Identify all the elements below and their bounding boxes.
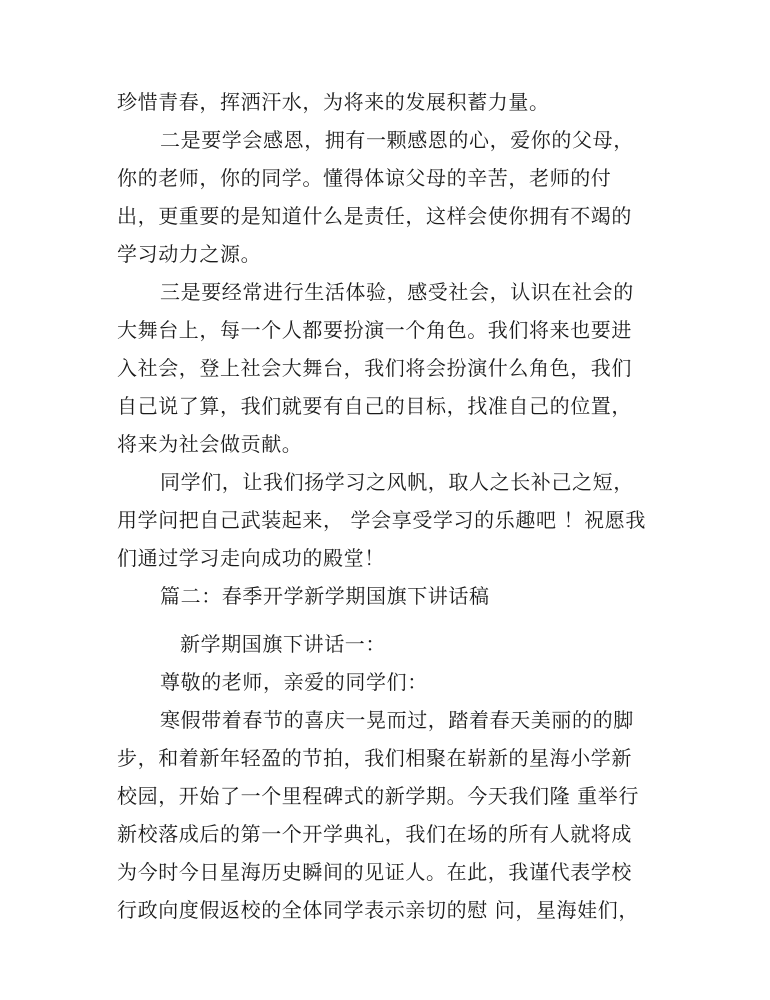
text-line: 用学问把自己武装起来， 学会享受学习的乐趣吧 ！祝愿我 bbox=[117, 508, 646, 532]
text-line: 校园，开始了一个里程碑式的新学期。今天我们隆 重举行 bbox=[117, 784, 639, 808]
text-line: 珍惜青春，挥洒汗水，为将来的发展积蓄力量。 bbox=[117, 90, 550, 114]
paragraph-line: 同学们，让我们扬学习之风帆，取人之长补己之短， bbox=[160, 470, 634, 494]
text-line: 学习动力之源。 bbox=[117, 242, 262, 266]
section-heading: 篇二：春季开学新学期国旗下讲话稿 bbox=[160, 584, 490, 608]
paragraph-line: 三是要经常进行生活体验，感受社会，认识在社会的 bbox=[160, 280, 634, 304]
salutation: 尊敬的老师，亲爱的同学们： bbox=[160, 670, 428, 694]
text-line: 行政向度假返校的全体同学表示亲切的慰 问，星海娃们， bbox=[117, 898, 639, 922]
text-line: 大舞台上，每一个人都要扮演一个角色。我们将来也要进 bbox=[117, 318, 632, 342]
paragraph-line: 寒假带着春节的喜庆一晃而过，踏着春天美丽的的脚 bbox=[160, 708, 634, 732]
speech-title: 新学期国旗下讲话一： bbox=[180, 632, 386, 656]
text-line: 新校落成后的第一个开学典礼，我们在场的所有人就将成 bbox=[117, 822, 632, 846]
text-line: 为今时今日星海历史瞬间的见证人。在此，我谨代表学校 bbox=[117, 860, 632, 884]
text-line: 自己说了算，我们就要有自己的目标，找准自己的位置， bbox=[117, 394, 632, 418]
text-line: 你的老师，你的同学。懂得体谅父母的辛苦，老师的付 bbox=[117, 166, 612, 190]
text-line: 出，更重要的是知道什么是责任，这样会使你拥有不竭的 bbox=[117, 204, 632, 228]
text-line: 入社会，登上社会大舞台，我们将会扮演什么角色，我们 bbox=[117, 356, 632, 380]
text-line: 步，和着新年轻盈的节拍，我们相聚在崭新的星海小学新 bbox=[117, 746, 632, 770]
text-line: 们通过学习走向成功的殿堂！ bbox=[117, 546, 385, 570]
paragraph-line: 二是要学会感恩，拥有一颗感恩的心，爱你的父母， bbox=[160, 128, 634, 152]
text-line: 将来为社会做贡献。 bbox=[117, 432, 303, 456]
